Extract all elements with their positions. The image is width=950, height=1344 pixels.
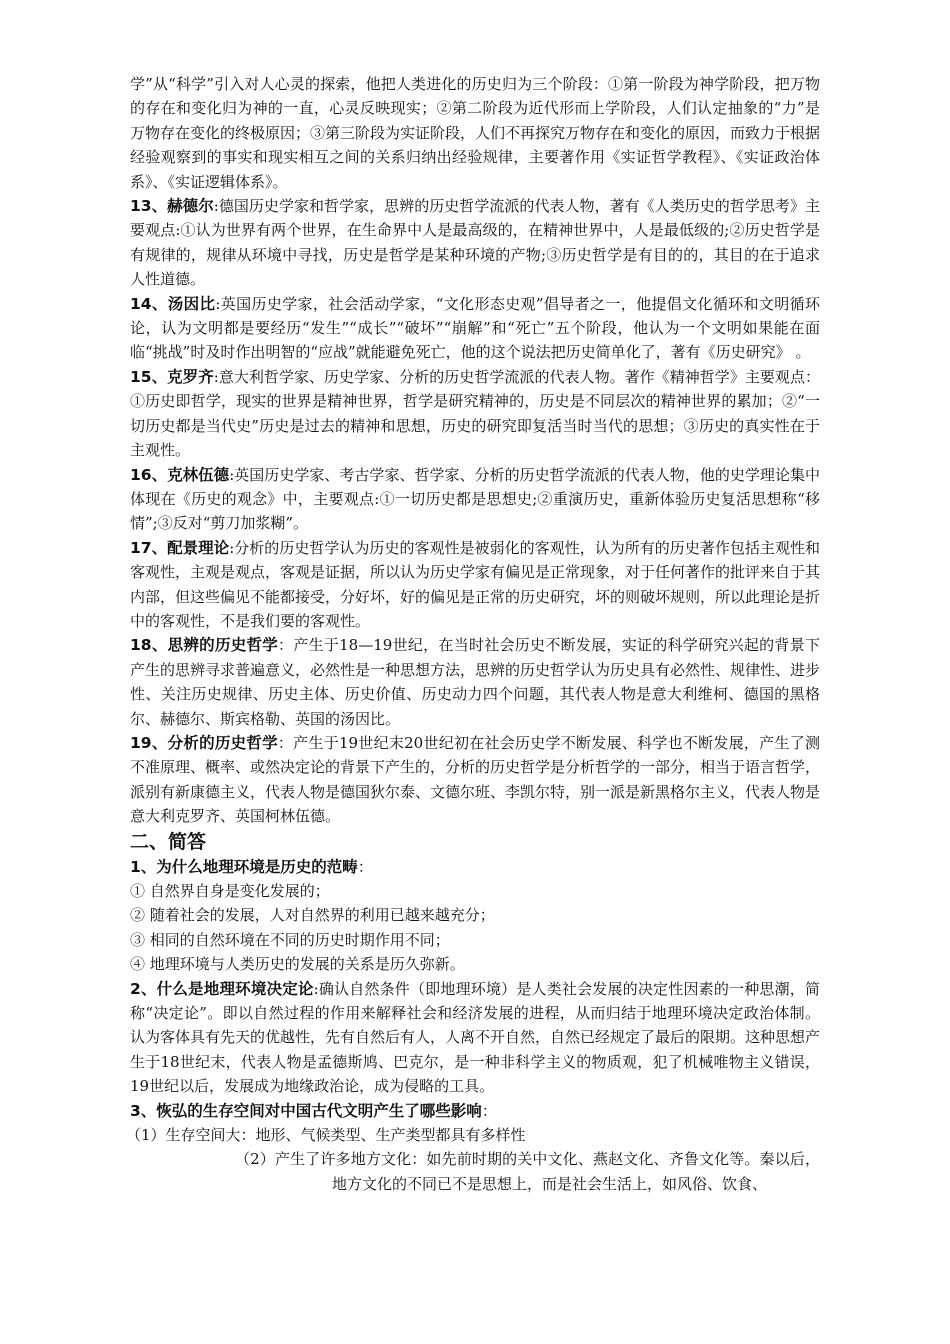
term-15-croce	[130, 365, 820, 463]
term-number: 19、	[130, 733, 168, 752]
term-number: 15、	[130, 367, 168, 386]
term-title: 配景理论	[167, 538, 230, 557]
term-number: 17、	[130, 538, 168, 557]
paragraph-comte-continued	[130, 72, 820, 194]
document-page	[126, 72, 821, 1196]
term-16-collingwood	[130, 463, 820, 536]
term-number: 16、	[130, 465, 168, 484]
answer-item: ① 自然界自身是变化发展的；	[130, 882, 330, 900]
term-14-toynbee	[130, 292, 820, 365]
term-definition: ：产生于18—19世纪，在当时社会历史不断发展，实证的科学研究兴起的背景下产生的思辨寻求普遍意义，必然性是一种思想方法，思辨的历史哲学认为历史具有必然性、规律性、进步性、关注历史规律、历史主体、历史价值、历史动力四个问题，其代表人物是意大利维柯、德国的黑格尔、赫德尔、斯宾格勒、英国的汤因比。	[130, 636, 821, 728]
term-number: 18、	[130, 636, 168, 655]
term-definition: :德国历史学家和哲学家，思辨的历史哲学流派的代表人物，著有《人类历史的哲学思考》主要观点:①认为世界有两个世界，在生命界中人是最高级的，在精神世界中，人是最低级的;②历史哲学是有规律的，规律从环境中寻找，历史是哲学是某种环境的产物;③历史哲学是有目的的，其目的在于追求人性道德。	[130, 197, 820, 289]
answer-item: （2）产生了许多地方文化：如先前时期的关中文化、燕赵文化、齐鲁文化等。秦以后，地方文化的不同已不是思想上，而是社会生活上，如风俗、饮食、	[235, 1150, 820, 1193]
paragraph-text: 学”从“科学”引入对人心灵的探索，他把人类进化的历史归为三个阶段：①第一阶段为神学阶段，把万物的存在和变化归为神的一直，心灵反映现实；②第二阶段为近代形而上学阶段，人们认定抽象的“力”是万物存在变化的终极原因；③第三阶段为实证阶段，人们不再探究万物存在和变化的原因，而致力于根据经验观察到的事实和现实相互之间的关系归纳出经验规律，主要著作用《实证哲学教程》、《实证政治体系》、《实证逻辑体系》。	[130, 75, 821, 191]
section-heading-short-answer: 二、简答	[130, 830, 207, 853]
term-definition: :英国历史学家、考古学家、哲学家、分析的历史哲学流派的代表人物，他的史学理论集中体现在《历史的观念》中，主要观点:①一切历史都是思想史;②重演历史，重新体验历史复活思想称“移情”;③反对“剪刀加浆糊”。	[130, 465, 820, 533]
term-19-analytic-philosophy	[130, 731, 820, 829]
answer-item: ③ 相同的自然环境在不同的历史时期作用不同；	[130, 930, 450, 949]
term-title: 克林伍德	[167, 465, 230, 484]
question-number: 2、	[130, 979, 157, 998]
term-definition: :分析的历史哲学认为历史的客观性是被弱化的客观性，认为所有的历史著作包括主观性和客观性，主观是观点，客观是证据，所以认为历史学家有偏见是正常现象，对于任何著作的批评来自于其内部，但这些偏见不能都接受，分好坏，好的偏见是正常的历史研究，坏的则破坏规则，所以此理论是折中的客观性，不是我们要的客观性。	[130, 538, 821, 630]
term-definition: :意大利哲学家、历史学家、分析的历史哲学流派的代表人物。著作《精神哲学》主要观点：①历史即哲学，现实的世界是精神世界，哲学是研究精神的，历史是不同层次的精神世界的累加；②“一切历史都是当代史”历史是过去的精神和思想，历史的研究即复活当时当代的思想；③历史的真实性在于主观性。	[130, 367, 820, 460]
question-2	[130, 977, 820, 1099]
term-number: 14、	[130, 294, 168, 313]
answer-item: （1）生存空间大：地形、气候类型、生产类型都具有多样性	[126, 1126, 526, 1145]
question-title: 恢弘的生存空间对中国古代文明产生了哪些影响	[156, 1101, 482, 1120]
term-number: 13、	[130, 197, 168, 216]
term-title: 思辨的历史哲学	[167, 636, 279, 655]
question-number: 1、	[130, 857, 157, 876]
term-13-herder	[130, 194, 820, 292]
question-title: 为什么地理环境是历史的范畴	[156, 857, 358, 876]
question-colon: ：	[357, 857, 373, 876]
term-definition: :英国历史学家，社会活动学家，“文化形态史观”倡导者之一，他提倡文化循环和文明循环论，认为文明都是要经历“发生”“成长”“破坏”“崩解”和“死亡”五个阶段，他认为一个文明如果能在面临“挑战”时及时作出明智的“应战”就能避免死亡，他的这个说法把历史简单化了，著有《历史研究》 。	[130, 294, 820, 362]
question-1	[130, 855, 820, 879]
term-title: 克罗齐	[167, 367, 214, 386]
question-number: 3、	[130, 1101, 157, 1120]
term-definition: ：产生于19世纪末20世纪初在社会历史学不断发展、科学也不断发展，产生了测不准原理、概率、或然决定论的背景下产生的，分析的历史哲学是分析哲学的一部分，相当于语言哲学，派别有新康德主义，代表人物是德国狄尔泰、文德尔班、李凯尔特，别一派是新黑格尔主义，代表人物是意大利克罗齐、英国柯林伍德。	[130, 733, 821, 826]
question-title: 什么是地理环境决定论	[156, 979, 314, 998]
answer-item: ② 随着社会的发展，人对自然界的利用已越来越充分；	[130, 906, 495, 925]
question-colon: ：	[481, 1101, 497, 1120]
term-17-perspective-theory	[130, 536, 820, 634]
question-3	[130, 1099, 820, 1123]
term-title: 赫德尔	[167, 197, 214, 216]
answer-item: ④ 地理环境与人类历史的发展的关系是历久弥新。	[130, 955, 465, 974]
term-18-speculative-philosophy	[130, 633, 820, 731]
term-title: 分析的历史哲学	[167, 733, 278, 752]
term-title: 汤因比	[167, 294, 216, 313]
question-answer: :确认自然条件（即地理环境）是人类社会发展的决定性因素的一种思潮，简称“决定论”。即以自然过程的作用来解释社会和经济发展的进程，从而归结于地理环境决定政治体制。认为客体具有先天的优越性，先有自然后有人，人离不开自然，自然已经规定了最后的限期。这种思想产生于18世纪末，代表人物是孟德斯鸠、巴克尔，是一种非科学主义的物质观，犯了机械唯物主义错误，19世纪以后，发展成为地缘政治论，成为侵略的工具。	[130, 979, 821, 1096]
